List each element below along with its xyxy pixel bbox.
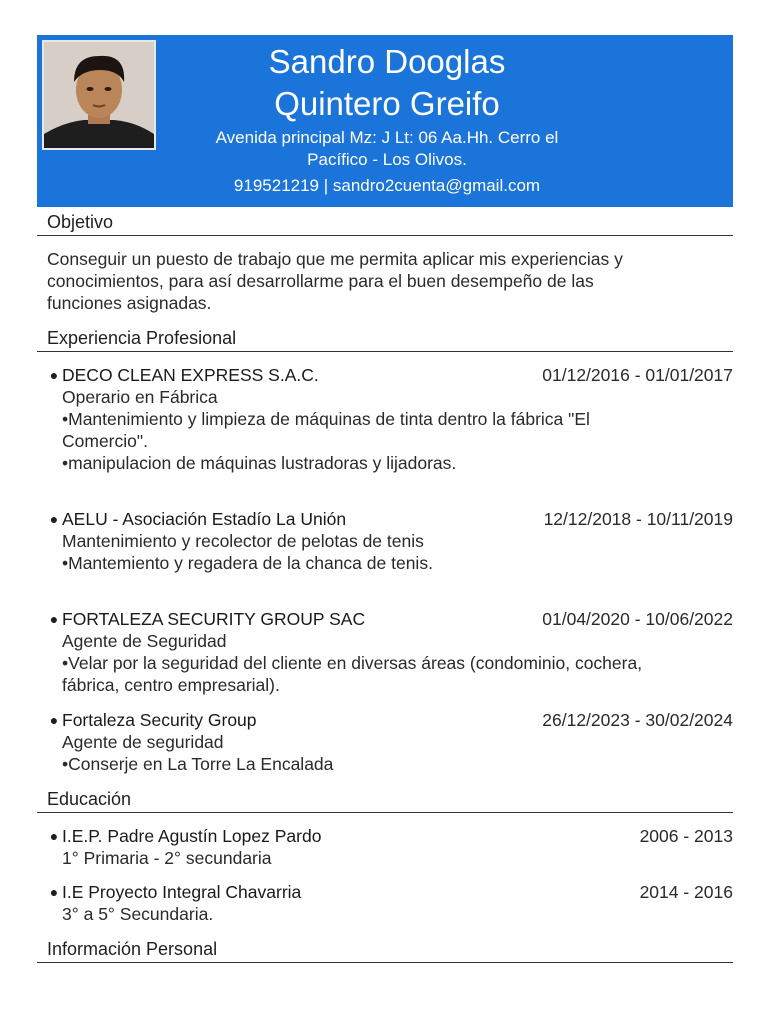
- experience-org: Fortaleza Security Group: [62, 710, 257, 730]
- bullet-icon: ●: [49, 511, 59, 527]
- name-line-2: Quintero Greifo: [274, 85, 500, 122]
- objective-text: [47, 248, 733, 314]
- experience-line: Mantenimiento y recolector de pelotas de tenis: [62, 531, 424, 551]
- education-line: 3° a 5° Secundaria.: [62, 904, 214, 924]
- experience-line: •manipulacion de máquinas lustradoras y lijadoras.: [62, 453, 457, 473]
- education-school: I.E.P. Padre Agustín Lopez Pardo: [62, 826, 322, 846]
- bullet-icon: ●: [49, 712, 59, 728]
- experience-dates: 26/12/2023 - 30/02/2024: [542, 710, 733, 730]
- experience-line: •Conserje en La Torre La Encalada: [62, 754, 334, 774]
- section-title-experience: Experiencia Profesional: [37, 326, 733, 352]
- experience-org: AELU - Asociación Estadío La Unión: [62, 509, 347, 529]
- education-line: 1° Primaria - 2° secundaria: [62, 848, 272, 868]
- education-school: I.E Proyecto Integral Chavarria: [62, 882, 302, 902]
- experience-dates: 12/12/2018 - 10/11/2019: [543, 509, 733, 529]
- experience-line: fábrica, centro empresarial).: [62, 675, 280, 695]
- bullet-icon: ●: [49, 611, 59, 627]
- bullet-icon: ●: [49, 884, 59, 900]
- experience-line: •Velar por la seguridad del cliente en diversas áreas (condominio, cochera,: [62, 653, 643, 673]
- education-item: [47, 881, 733, 925]
- experience-line: Agente de Seguridad: [62, 631, 227, 651]
- bullet-icon: ●: [49, 828, 59, 844]
- experience-dates: 01/04/2020 - 10/06/2022: [542, 609, 733, 629]
- bullet-icon: ●: [49, 367, 59, 383]
- objective-line: funciones asignadas.: [47, 293, 212, 313]
- contact-info: 919521219 | sandro2cuenta@gmail.com: [233, 176, 541, 195]
- experience-item: [47, 709, 733, 775]
- objective-line: conocimientos, para así desarrollarme para el buen desempeño de las: [47, 271, 594, 291]
- experience-org: DECO CLEAN EXPRESS S.A.C.: [62, 365, 319, 385]
- education-item: [47, 825, 733, 869]
- experience-item: [47, 364, 733, 474]
- section-title-objective: Objetivo: [37, 210, 733, 236]
- education-dates: 2006 - 2013: [639, 826, 733, 846]
- education-dates: 2014 - 2016: [639, 882, 733, 902]
- experience-line: Agente de seguridad: [62, 732, 224, 752]
- experience-line: •Mantenimiento y limpieza de máquinas de tinta dentro la fábrica "El: [62, 409, 590, 429]
- experience-dates: 01/12/2016 - 01/01/2017: [542, 365, 733, 385]
- address-line-2: Pacífico - Los Olivos.: [307, 150, 467, 169]
- experience-org: FORTALEZA SECURITY GROUP SAC: [62, 609, 366, 629]
- experience-line: Comercio".: [62, 431, 148, 451]
- resume-header: [37, 35, 733, 207]
- experience-line: Operario en Fábrica: [62, 387, 218, 407]
- section-title-education: Educación: [37, 787, 733, 813]
- experience-item: [47, 508, 733, 574]
- address-line-1: Avenida principal Mz: J Lt: 06 Aa.Hh. Cerro el: [215, 128, 559, 147]
- section-title-personal: Información Personal: [37, 937, 733, 963]
- address: [167, 127, 607, 171]
- experience-line: •Mantemiento y regadera de la chanca de tenis.: [62, 553, 433, 573]
- experience-item: [47, 608, 733, 696]
- objective-line: Conseguir un puesto de trabajo que me permita aplicar mis experiencias y: [47, 249, 623, 269]
- name-line-1: Sandro Dooglas: [268, 43, 506, 80]
